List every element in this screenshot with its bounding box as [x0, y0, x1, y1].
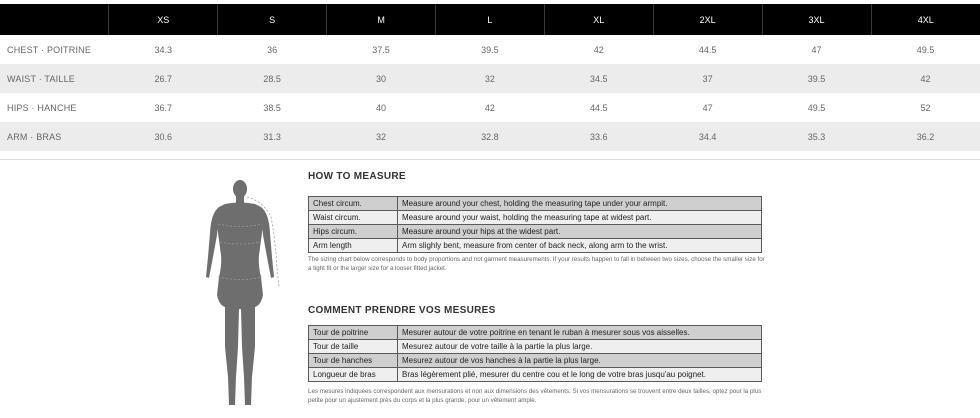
- table-cell: 31.3: [218, 122, 327, 151]
- table-row: [309, 211, 762, 225]
- table-cell: 36: [267, 44, 278, 55]
- table-cell: 42: [484, 102, 495, 113]
- row-label-hips: HIPS · HANCHE: [7, 102, 77, 113]
- table-cell: 47: [702, 102, 713, 113]
- measure-label: Tour de poitrine: [309, 326, 398, 340]
- table-cell: 28.5: [218, 64, 327, 93]
- table-row: [309, 239, 762, 253]
- size-header-l: L: [436, 4, 545, 35]
- size-header-m: M: [327, 4, 436, 35]
- comment-prendre-note: Les mesures indiquées correspondent aux mensurations et non aux dimensions des vêtements. Si vos mensurations se trouvent entre deux tailles, optez pour la plus petite pour un ajustement près du corps et la plus grande, pour un vêtement ample.: [308, 388, 762, 404]
- table-cell: 36.7: [154, 102, 173, 113]
- table-row: [309, 354, 762, 368]
- measure-description: Mesurez autour de votre taille à la partie la plus large.: [398, 340, 762, 354]
- size-header-2xl: 2XL: [653, 4, 762, 35]
- table-cell: 37.5: [372, 44, 390, 55]
- table-cell: 32: [327, 122, 436, 151]
- measure-description: Measure around your chest, holding the measuring tape under your armpit.: [398, 197, 762, 211]
- size-header-4xl: 4XL: [871, 4, 980, 35]
- measure-label: Tour de taille: [309, 340, 398, 354]
- size-header-row: [0, 4, 980, 35]
- table-cell: 52: [920, 102, 931, 113]
- size-chart-table: [0, 4, 980, 151]
- measure-description: Arm slighly bent, measure from center of back neck, along arm to the wrist.: [398, 239, 762, 253]
- table-row: [309, 197, 762, 211]
- table-cell: 44.5: [590, 102, 608, 113]
- table-row-waist: [0, 64, 980, 93]
- measure-description: Mesurez autour de vos hanches à la partie la plus large.: [398, 354, 762, 368]
- table-row: [309, 340, 762, 354]
- table-cell: 34.5: [544, 64, 653, 93]
- table-row-arm: [0, 122, 980, 151]
- table-cell: 42: [593, 44, 604, 55]
- measure-description: Mesurer autour de votre poitrine en tenant le ruban à mesurer sous vos aisselles.: [398, 326, 762, 340]
- row-label-chest: CHEST · POITRINE: [7, 44, 92, 55]
- measure-description: Measure around your waist, holding the measuring tape at widest part.: [398, 211, 762, 225]
- table-cell: 37: [653, 64, 762, 93]
- size-header-s: S: [218, 4, 327, 35]
- table-cell: 33.6: [544, 122, 653, 151]
- table-cell: 30.6: [109, 122, 218, 151]
- table-row-hips: [0, 93, 980, 122]
- table-cell: 36.2: [871, 122, 980, 151]
- measure-label: Chest circum.: [309, 197, 398, 211]
- table-cell: 47: [811, 44, 822, 55]
- measure-label: Arm length: [309, 239, 398, 253]
- measure-label: Waist circum.: [309, 211, 398, 225]
- size-header-xl: XL: [544, 4, 653, 35]
- table-row: [309, 225, 762, 239]
- body-silhouette-icon: [195, 177, 305, 417]
- table-cell: 32.8: [436, 122, 545, 151]
- table-cell: 39.5: [762, 64, 871, 93]
- table-cell: 42: [871, 64, 980, 93]
- table-row-chest: [0, 35, 980, 64]
- table-cell: 34.3: [154, 44, 173, 55]
- table-cell: 30: [327, 64, 436, 93]
- row-label-waist: WAIST · TAILLE: [0, 64, 109, 93]
- table-row: [309, 368, 762, 382]
- comment-prendre-table: [308, 325, 762, 382]
- how-to-measure-table: [308, 196, 762, 253]
- table-cell: 35.3: [762, 122, 871, 151]
- table-cell: 32: [436, 64, 545, 93]
- table-cell: 38.5: [263, 102, 281, 113]
- how-to-measure-title: HOW TO MEASURE: [308, 171, 406, 182]
- table-cell: 26.7: [109, 64, 218, 93]
- row-label-arm: ARM · BRAS: [0, 122, 109, 151]
- size-header-corner: [0, 4, 109, 35]
- table-cell: 49.5: [807, 102, 826, 113]
- table-cell: 44.5: [698, 44, 717, 55]
- size-header-xs: XS: [109, 4, 218, 35]
- measure-label: Tour de hanches: [309, 354, 398, 368]
- section-divider: [0, 159, 980, 160]
- size-header-3xl: 3XL: [762, 4, 871, 35]
- how-to-measure-note: The sizing chart below corresponds to body proportions and not garment measurements. If your results happen to fall in between two sizes, choose the smaller size for a tight fit or the larger size for a looser fitted jacket.: [308, 256, 765, 272]
- table-cell: 39.5: [481, 44, 499, 55]
- comment-prendre-title: COMMENT PRENDRE VOS MESURES: [308, 305, 496, 316]
- measure-description: Measure around your hips at the widest part.: [398, 225, 762, 239]
- table-row: [309, 326, 762, 340]
- measure-description: Bras légèrement plié, mesurer du centre cou et le long de votre bras jusqu'au poignet.: [398, 368, 762, 382]
- measure-label: Longueur de bras: [309, 368, 398, 382]
- measure-label: Hips circum.: [309, 225, 398, 239]
- table-cell: 34.4: [653, 122, 762, 151]
- table-cell: 49.5: [916, 44, 935, 55]
- table-cell: 40: [376, 102, 387, 113]
